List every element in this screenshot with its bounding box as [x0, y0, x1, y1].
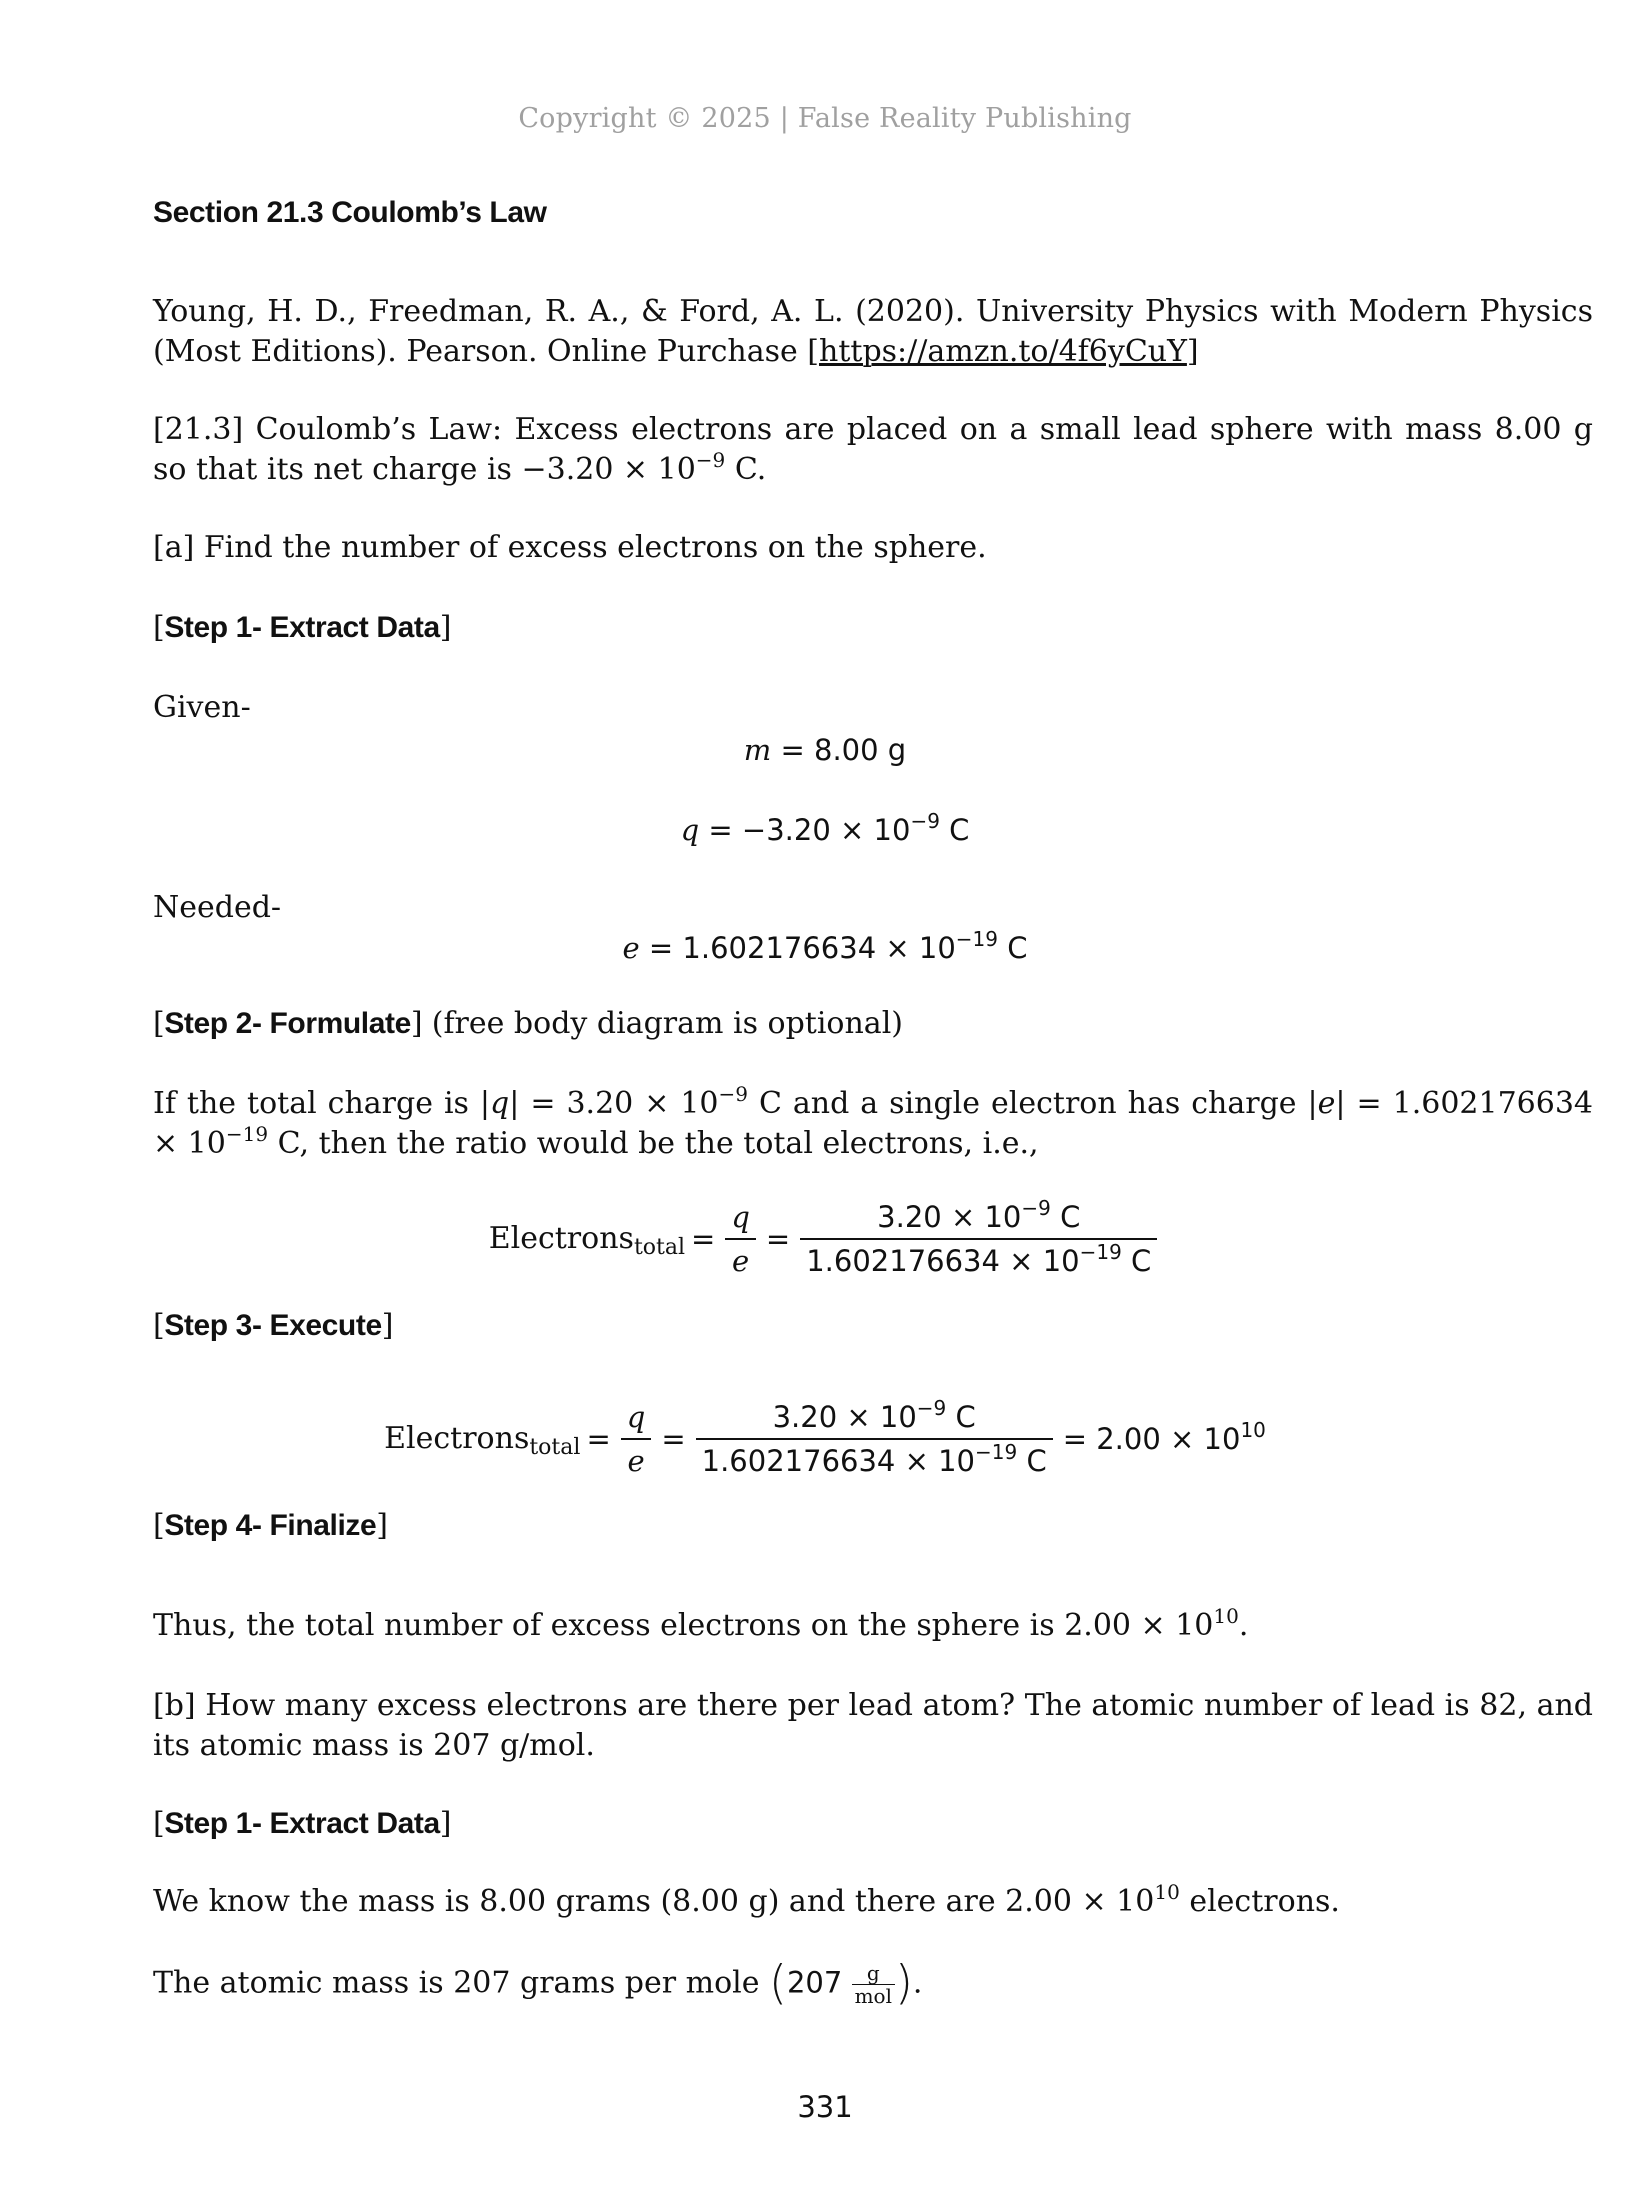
- step-3-label: Step 3- Execute: [164, 1309, 382, 1342]
- ratio-label-sub: total: [529, 1435, 581, 1460]
- value-fraction: [800, 1196, 1157, 1282]
- ratio-label-text: Electrons: [384, 1421, 530, 1456]
- bracket-close: ]: [439, 610, 452, 645]
- reference-citation: [153, 292, 1593, 372]
- step-1b-heading: [153, 1804, 1593, 1844]
- finalize-sentence: [153, 1606, 1593, 1646]
- formulate-text-1: If the total charge is |: [153, 1086, 491, 1121]
- bracket-close: ]: [410, 1006, 423, 1041]
- unit-denominator: mol: [854, 1984, 892, 2008]
- copyright-header: Copyright © 2025 | False Reality Publishing: [518, 103, 1132, 134]
- fraction-e: e: [732, 1244, 750, 1278]
- part-b-question: [b] How many excess electrons are there per lead atom? The atomic number of lead is 82, and its atomic mass is 207 g/mol.: [153, 1688, 1593, 1763]
- numerator-value: 3.20 × 10: [877, 1200, 1022, 1234]
- step-2-heading: [153, 1004, 1593, 1044]
- step-1-heading: [153, 608, 1593, 648]
- numerator-exponent: −9: [916, 1396, 947, 1420]
- needed-label: Needed-: [153, 890, 282, 925]
- step-1-label: Step 1- Extract Data: [164, 611, 440, 644]
- reference-close: ]: [1186, 334, 1199, 369]
- fraction-q: q: [725, 1196, 756, 1240]
- equals-sign: =: [586, 1422, 611, 1456]
- numerator-exponent: −9: [1021, 1196, 1051, 1220]
- q-over-e-fraction: [725, 1196, 756, 1282]
- elementary-charge-exponent: −19: [955, 927, 999, 951]
- denominator-unit: C: [1121, 1244, 1152, 1278]
- problem-exponent: −9: [695, 448, 726, 472]
- q-over-e-fraction: [621, 1396, 652, 1482]
- charge-exponent: −9: [910, 809, 940, 833]
- ratio-equation: [0, 1196, 1650, 1282]
- unit-numerator: g: [852, 1962, 895, 1985]
- charge-unit: C: [939, 813, 970, 847]
- atomic-end: .: [912, 1965, 923, 2001]
- reference-link[interactable]: https://amzn.to/4f6yCuY: [819, 334, 1187, 369]
- denominator-value: 1.602176634 × 10: [806, 1244, 1080, 1278]
- fraction-e: e: [627, 1444, 645, 1478]
- bracket-open: [: [153, 1806, 165, 1841]
- bracket-open: [: [153, 1006, 165, 1041]
- formulate-text-3: C and a single electron has charge |: [748, 1086, 1318, 1121]
- denominator-exponent: −19: [1079, 1240, 1122, 1264]
- unit-fraction: [852, 1962, 895, 2007]
- mass-value: = 8.00 g: [771, 733, 907, 767]
- numerator-value: 3.20 × 10: [772, 1400, 917, 1434]
- equation-mass: [0, 730, 1650, 770]
- page-number: 331: [797, 2090, 853, 2124]
- paren-open: (: [769, 1955, 787, 2010]
- paren-close: ): [894, 1955, 913, 2010]
- equation-elementary-charge: [0, 928, 1650, 968]
- finalize-text: Thus, the total number of excess electrons on the sphere is 2.00 × 10: [153, 1608, 1214, 1643]
- bracket-close: ]: [376, 1508, 388, 1543]
- section-title: Section 21.3 Coulomb’s Law: [153, 196, 547, 229]
- ratio-label: [384, 1419, 580, 1459]
- atomic-mass-sentence: [153, 1955, 1593, 2010]
- reference-text: Young, H. D., Freedman, R. A., & Ford, A. L. (2020). University Physics with Modern Physics (Most Editions). Pearson. Online Purchase [: [153, 294, 1593, 369]
- step-2-note: (free body diagram is optional): [422, 1006, 903, 1041]
- ratio-label: [489, 1219, 685, 1259]
- formulate-text-5: C, then the ratio would be the total electrons, i.e.,: [268, 1126, 1039, 1161]
- numerator-unit: C: [1050, 1200, 1081, 1234]
- formulate-text-4: | = 1.602176634 × 10: [153, 1086, 1594, 1161]
- denominator-unit: C: [1017, 1444, 1047, 1478]
- result: [1063, 1419, 1266, 1459]
- result-value: = 2.00 × 10: [1062, 1422, 1241, 1456]
- elementary-charge-unit: C: [998, 931, 1028, 965]
- finalize-end: .: [1238, 1608, 1249, 1643]
- step-1b-exponent: 10: [1154, 1880, 1180, 1904]
- atomic-text: The atomic mass is 207 grams per mole: [153, 1965, 770, 2001]
- step-1b-sentence: [153, 1882, 1593, 1922]
- execute-equation: [0, 1396, 1650, 1482]
- fraction-q: q: [621, 1396, 652, 1440]
- formulate-e: e: [1317, 1086, 1336, 1121]
- formulate-q: q: [490, 1086, 510, 1121]
- charge-value: = −3.20 × 10: [699, 813, 911, 847]
- formulate-exp-1: −9: [718, 1082, 748, 1106]
- charge-variable: q: [680, 813, 700, 847]
- bracket-open: [: [153, 1308, 165, 1343]
- ratio-label-text: Electrons: [488, 1221, 634, 1256]
- step-1b-end: electrons.: [1179, 1884, 1340, 1919]
- numerator-unit: C: [946, 1400, 976, 1434]
- step-3-heading: [153, 1306, 1593, 1346]
- bracket-open: [: [153, 610, 165, 645]
- formulate-exp-2: −19: [225, 1122, 269, 1146]
- elementary-charge-value: = 1.602176634 × 10: [639, 931, 956, 965]
- equals-sign: =: [661, 1422, 686, 1456]
- value-fraction: [696, 1396, 1053, 1482]
- part-a-question: [a] Find the number of excess electrons on the sphere.: [153, 530, 987, 565]
- elementary-charge-variable: e: [622, 931, 640, 965]
- given-label: Given-: [153, 690, 251, 725]
- equals-sign: =: [765, 1222, 791, 1256]
- problem-intro: [21.3] Coulomb’s Law: Excess electrons are placed on a small lead sphere with mass 8.00 g so that its net charge is −3.20 × 10: [153, 412, 1593, 487]
- bracket-open: [: [153, 1508, 165, 1543]
- denominator-value: 1.602176634 × 10: [701, 1444, 976, 1478]
- step-4-label: Step 4- Finalize: [164, 1509, 377, 1542]
- step-4-heading: [153, 1506, 1593, 1546]
- formulate-paragraph: [153, 1084, 1593, 1164]
- finalize-exponent: 10: [1213, 1604, 1239, 1628]
- denominator-exponent: −19: [975, 1440, 1018, 1464]
- bracket-close: ]: [381, 1308, 394, 1343]
- atomic-value: 207: [786, 1965, 852, 2000]
- step-1b-label: Step 1- Extract Data: [164, 1807, 440, 1840]
- problem-statement: [153, 410, 1593, 490]
- step-2-label: Step 2- Formulate: [164, 1007, 411, 1040]
- step-1b-text: We know the mass is 8.00 grams (8.00 g) and there are 2.00 × 10: [153, 1884, 1155, 1919]
- ratio-label-sub: total: [633, 1235, 686, 1260]
- mass-variable: m: [743, 733, 772, 767]
- problem-intro-end: C.: [725, 452, 767, 487]
- formulate-text-2: | = 3.20 × 10: [509, 1086, 719, 1121]
- bracket-close: ]: [439, 1806, 452, 1841]
- equals-sign: =: [691, 1222, 716, 1256]
- equation-charge: [0, 810, 1650, 850]
- result-exponent: 10: [1240, 1418, 1266, 1442]
